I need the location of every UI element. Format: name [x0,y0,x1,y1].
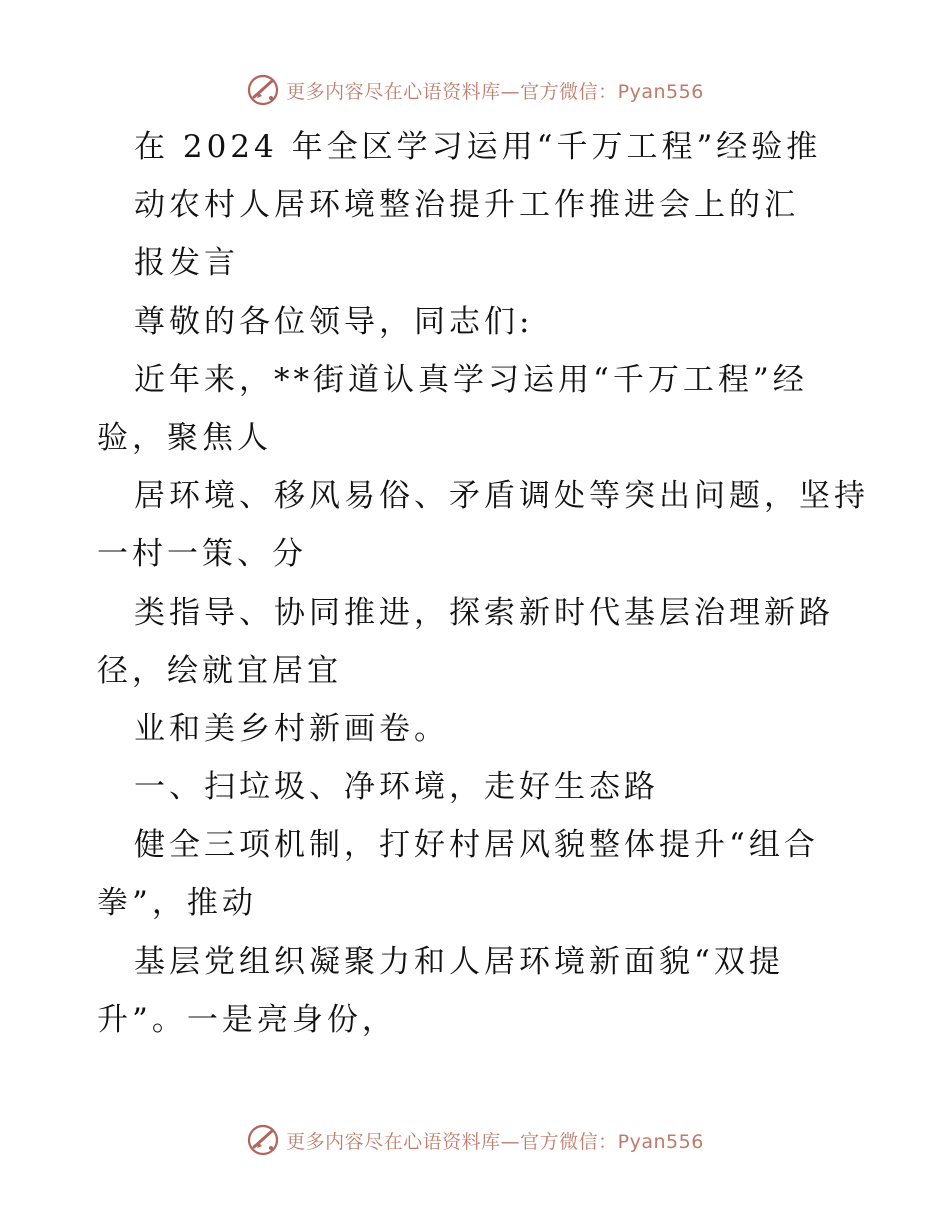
salutation: 尊敬的各位领导，同志们: [134,303,534,340]
body-line: 一、扫垃圾、净环境，走好生态路 [134,769,659,806]
header-watermark-banner [0,70,950,110]
body-line: 近年来，**街道认真学习运用“千万工程”经 [134,361,808,398]
body-line: 拳”，推动 [97,885,257,922]
footer-watermark-banner [0,1120,950,1160]
title-line: 在 2024 年全区学习运用“千万工程”经验推 [134,129,822,165]
body-line: 基层党组织凝聚力和人居环境新面貌“双提 [134,943,784,980]
pen-circle-logo-icon [246,73,280,107]
body-paragraphs [0,351,950,1049]
body-line: 类指导、协同推进，探索新时代基层治理新路 [134,594,834,631]
document-body [0,118,950,1049]
body-line: 居环境、移风易俗、矛盾调处等突出问题，坚持 [134,478,869,515]
body-line: 业和美乡村新画卷。 [134,710,449,747]
header-watermark-text: 更多内容尽在心语资料库—官方微信：Pyan556 [286,80,704,103]
pen-circle-logo-icon [246,1123,280,1157]
body-line: 径，绘就宜居宜 [97,652,342,689]
body-line: 验，聚焦人 [97,419,272,456]
body-line: 升”。一是亮身份， [97,1001,397,1038]
title-line: 动农村人居环境整治提升工作推进会上的汇 [134,187,799,224]
footer-watermark-text: 更多内容尽在心语资料库—官方微信：Pyan556 [286,1130,704,1153]
body-line: 一村一策、分 [97,536,307,573]
title-line: 报发言 [134,245,239,282]
body-line: 健全三项机制，打好村居风貌整体提升“组合 [134,827,819,864]
